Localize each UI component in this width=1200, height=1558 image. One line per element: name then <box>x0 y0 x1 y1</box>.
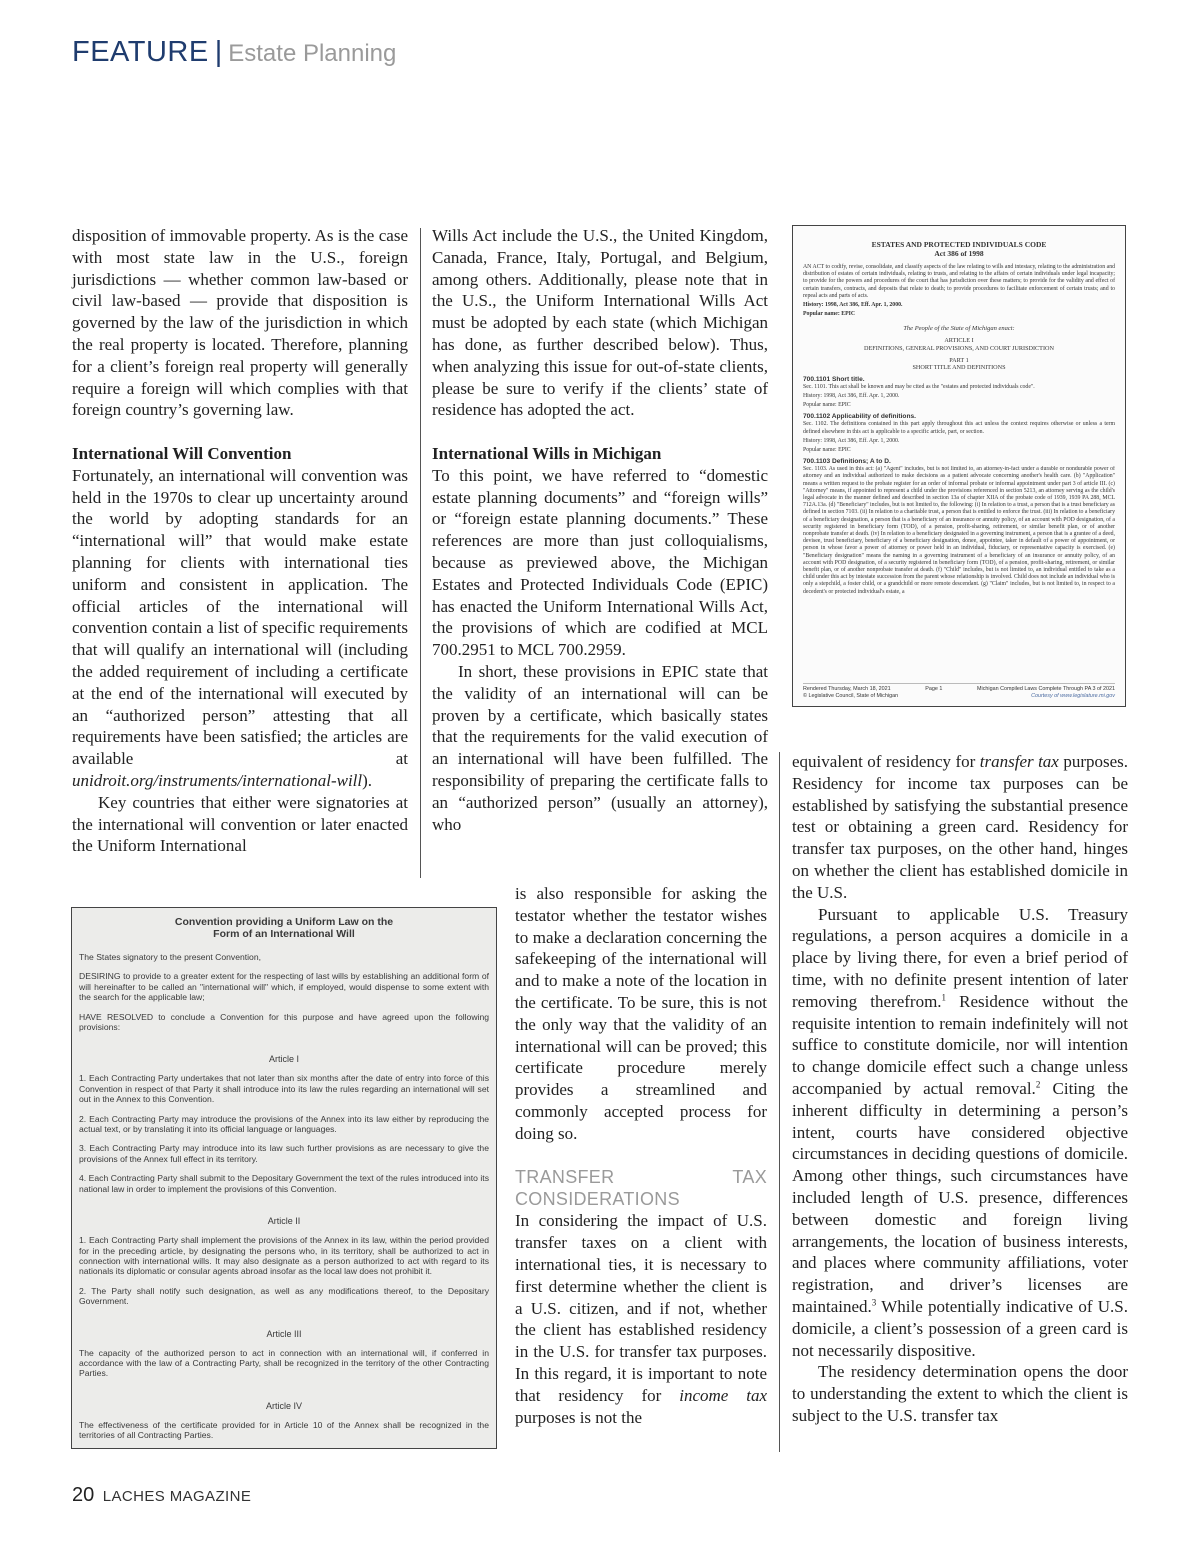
convention-text: 3. Each Contracting Party may introduce into its law such further provisions as are necessary to give the provisions of the Annex full effect in its territory. <box>79 1143 489 1164</box>
statute-enact: The People of the State of Michigan enact: <box>903 325 1015 333</box>
convention-text: The States signatory to the present Convention, <box>79 952 262 962</box>
paragraph: In short, these provisions in EPIC state that the validity of an international will can be proven by a certificate, which basically states that the requirements for the valid execution of an international will have been fulfilled. The responsibility of preparing the certificate falls to an “authorized person” (usually an attorney), who <box>432 661 768 834</box>
statute-history: History: 1998, Act 386, Eff. Apr. 1, 2000. <box>803 302 903 309</box>
statute-article: ARTICLE I <box>944 337 974 345</box>
convention-text: HAVE RESOLVED to conclude a Convention for this purpose and have agreed upon the following provisions: <box>79 1011 489 1033</box>
statute-history: History: 1998, Act 386, Eff. Apr. 1, 2000. <box>803 437 900 444</box>
convention-text: 2. Each Contracting Party may introduce the provisions of the Annex into its law either by reproducing the actual text, or by translating it into its official language or languages. <box>79 1113 489 1135</box>
convention-image <box>71 907 497 1449</box>
paragraph: is also responsible for asking the testator whether the testator wishes to make a declaration concerning the safekeeping of the international will and to make a note of the location in the certificate. To be sure, this is not the only way that the validity of an international will can be proved; this certificate procedure merely provides a streamlined and commonly accepted process for doing so. <box>515 884 767 1143</box>
convention-text: The effectiveness of the certificate provided for in Article 10 of the Annex shall be recognized in the territories of all Contracting Parties. <box>79 1419 489 1441</box>
statute-intro: AN ACT to codify, revise, consolidate, and classify aspects of the law relating to wills and intestacy, relating to the administration and distribution of estates of certain individuals, relating to trusts, and relating to the affairs of certain individuals under legal incapacity; to provide for the powers and procedures of the court that has jurisdiction over these matters; to provide for the validity and effect of certain transfers, contracts, and deposits that relate to death; to provide procedures to facilitate enforcement of certain trusts; and to repeal acts and parts of acts. <box>803 264 1115 299</box>
column-divider <box>420 228 421 878</box>
paragraph: In considering the impact of U.S. transfer taxes on a client with international ties, it is necessary to first determine whether the client is a U.S. citizen, and if not, whether the client has established residency in the U.S. for transfer tax purposes. In this regard, it is important to note that residency for income tax purposes is not the <box>515 1211 767 1427</box>
statute-act: Act 386 of 1998 <box>934 249 984 258</box>
section-label: Estate Planning <box>228 40 397 67</box>
convention-article-heading: Article II <box>267 1216 301 1227</box>
page-number: 20 <box>72 1484 95 1506</box>
convention-text: The capacity of the authorized person to act in connection with an international will, if conferred in accordance with the law of a Contracting Party, shall be recognized in the territory of the other Contracting Parties. <box>79 1347 489 1379</box>
column-2-continued <box>515 883 767 1428</box>
statute-part: PART 1 <box>949 356 969 364</box>
statute-rendered-date: Rendered Thursday, March 18, 2021 <box>803 686 891 692</box>
statute-compiled: Michigan Compiled Laws Complete Through PA 3 of 2021 <box>977 686 1115 692</box>
convention-text: 4. Each Contracting Party shall submit to the Depositary Government the text of the rules introduced into its national law in order to implement the provisions of this Convention. <box>79 1173 489 1194</box>
statute-history: History: 1998, Act 386, Eff. Apr. 1, 2000. <box>803 393 900 399</box>
convention-text: 2. The Party shall notify such designation, as well as any modifications thereof, to the Depositary Government. <box>79 1285 489 1307</box>
section-subhead: TRANSFER TAX CONSIDERATIONS <box>515 1167 767 1210</box>
convention-text: 1. Each Contracting Party shall implement the provisions of the Annex in its law, within the period provided for in the preceding article, by designating the persons who, in its territory, shall be authorized to act in connection with international wills. It may also designate as a person authorized to act with regard to its nationals its diplomatic or consular agents abroad insofar as the local law does not prohibit it. <box>79 1235 489 1277</box>
header-divider: | <box>214 36 223 68</box>
paragraph: equivalent of residency for transfer tax purposes. Residency for income tax purposes can be established by satisfying the substantial presence test or obtaining a green card. Residency for transfer tax purposes, on the other hand, hinges on whether the client has established domicile in the U.S. <box>792 752 1129 902</box>
column-1 <box>72 225 408 857</box>
convention-article-heading: Article III <box>266 1328 302 1339</box>
footnote-ref: 1 <box>941 992 947 1003</box>
statute-section-head: 700.1101 Short title. <box>803 375 865 383</box>
paragraph: disposition of immovable property. As is the case with most state law in the U.S., foreign jurisdictions — whether common law-based or civil law-based — provide that disposition is governed by the law of the jurisdiction in which the real property is located. Therefore, planning for a client’s foreign real property will generally require a foreign will which complies with that foreign country’s governing law. <box>72 226 408 420</box>
statute-section-head: 700.1103 Definitions; A to D. <box>803 458 891 466</box>
statute-popular-name: Popular name: EPIC <box>803 402 851 409</box>
statute-courtesy-link[interactable]: Courtesy of www.legislature.mi.gov <box>1031 693 1115 699</box>
statute-copyright: © Legislative Council, State of Michigan <box>803 693 899 699</box>
paragraph: To this point, we have referred to “domestic estate planning documents” and “foreign wills” or “foreign estate planning documents.” These references are more than just colloquialisms, because as previewed above, the Michigan Estates and Protected Individuals Code (EPIC) has enacted the Uniform International Wills Act, the provisions of which are codified at MCL 700.2951 to MCL 700.2959. <box>432 465 768 660</box>
statute-text: Sec. 1102. The definitions contained in this part apply throughout this act unless the context requires otherwise or unless a term defined elsewhere in this act is applicable to a specific article, part, or section. <box>803 421 1115 435</box>
convention-text: DESIRING to provide to a greater extent for the respecting of last wills by establishing an additional form of will hereinafter to be called an "international will" which, if employed, would dispense to some extent with the search for the applicable law; <box>79 971 489 1003</box>
statute-footer <box>803 683 1115 700</box>
statute-section-head: 700.1102 Applicability of definitions. <box>803 413 916 421</box>
feature-label: FEATURE <box>72 36 209 68</box>
paragraph: Fortunately, an international will convention was held in the 1970s to clear up uncertainty around the world by adopting standards for an “international will” that would make estate planning for clients with international ties uniform and consistent in application. The official articles of the international will convention contain a list of specific requirements that will qualify an international will (including the added requirement of including a certificate at the end of the international will executed by an “authorized person” attesting that all requirements have been satisfied; the articles are available at unidroit.org/instruments/international-will). <box>72 465 408 790</box>
convention-title: Convention providing a Uniform Law on the Form of an International Will <box>174 916 394 940</box>
column-divider <box>779 752 780 1452</box>
convention-article-heading: Article IV <box>265 1400 302 1411</box>
statute-title: ESTATES AND PROTECTED INDIVIDUALS CODE <box>871 240 1047 249</box>
convention-article-heading: Article I <box>268 1054 299 1065</box>
paragraph: The residency determination opens the door to understanding the extent to which the client is subject to the U.S. transfer tax <box>792 1362 1128 1425</box>
statute-text: Sec. 1103. As used in this act: (a) "Agent" includes, but is not limited to, an attorney-in-fact under a durable or nondurable power of attorney and an individual authorized to make decisions as a patient advocate concerning another's health care. (b) "Application" means a written request to the probate register for an order of informal probate or informal appointment under part 3 of article III. (c) "Attorney" means, if appointed to represent a child under the provisions referenced in section 5213, an attorney serving as the child's legal advocate in the manner defined and described in section 13a of chapter XIIA of the probate code of 1939, 1939 PA 288, MCL 712A.13a. (d) "Beneficiary" includes, but is not limited to, the following: (i) In relation to a trust, a person that is a trust beneficiary as defined in section 7103. (ii) In relation to a charitable trust, a person that is entitled to enforce the trust. (iii) In relation to a beneficiary of a beneficiary designation, a person that is a beneficiary of an insurance or annuity policy, of an account with POD designation, of a security registered in beneficiary form (TOD), of a pension, profit-sharing, retirement, or similar benefit plan, or of another nonprobate transfer at death. (iv) In relation to a beneficiary designated in a governing instrument, a person that is a grantee of a deed, devisee, trust beneficiary, beneficiary of a beneficiary designation, donee, appointee, taker in default of a power of appointment, or person in whose favor a power of attorney or power held in an individual, fiduciary, or representative capacity is exercised. (e) "Beneficiary designation" means the naming in a governing instrument of a beneficiary of an insurance or annuity policy, of an account with POD designation, of a security registered in beneficiary form (TOD), of a pension, profit-sharing, retirement, or similar benefit plan, or of another nonprobate transfer at death. (f) "Child" includes, but is not limited to, an individual entitled to take as a child under this act by intestate succession from the parent whose relationship is involved. Child does not include an individual who is only a stepchild, a foster child, or a grandchild or more remote descendant. (g) "Claim" includes, but is not limited to, in respect to a decedent's or protected individual's estate, a <box>803 466 1115 595</box>
statute-text: Sec. 1101. This act shall be known and may be cited as the "estates and protected individuals code". <box>803 383 1035 390</box>
statute-article-title: DEFINITIONS, GENERAL PROVISIONS, AND COURT JURISDICTION <box>864 345 1054 353</box>
statute-page: Page 1 <box>925 686 943 692</box>
magazine-name: LACHES MAGAZINE <box>102 1488 252 1505</box>
statute-popular-name: Popular name: EPIC <box>803 447 851 454</box>
footnote-ref: 3 <box>871 1297 877 1308</box>
paragraph: Pursuant to applicable U.S. Treasury regulations, a person acquires a domicile in a place by living there, for even a brief period of time, with no definite present intention of later removing therefrom.$^1$ Residence without the requisite intention to remain indefinitely will not suffice to constitute domicile, nor will intention to change domicile effect such a change unless accompanied by actual removal.$^2$ Citing the inherent difficulty in determining a person’s intent, courts have considered objective circumstances in deciding questions of domicile. Among other things, such circumstances have included length of U.S. presence, differences between domestic and foreign living arrangements, the location of business interests, and places where community affiliations, voter registration, and driver’s licenses are maintained.$^3$ While potentially indicative of U.S. domicile, a client’s possession of a green card is not necessarily dispositive. <box>792 904 1128 1360</box>
michigan-statute-image <box>792 225 1126 707</box>
page-header <box>72 36 396 69</box>
statute-popular-name: Popular name: EPIC <box>803 311 856 318</box>
column-2 <box>432 225 768 835</box>
section-heading: International Will Convention <box>72 443 292 463</box>
section-heading: International Wills in Michigan <box>432 443 662 463</box>
column-3 <box>792 751 1128 1427</box>
paragraph: Key countries that either were signatories at the international will convention or later enacted the Uniform International <box>72 792 408 856</box>
convention-text: 1. Each Contracting Party undertakes that not later than six months after the date of entry into force of this Convention in respect of that Party it shall introduce into its law the rules regarding an international will set out in the Annex to this Convention. <box>79 1073 489 1105</box>
convention-link[interactable]: unidroit.org/instruments/international-will <box>72 770 363 790</box>
statute-part-title: SHORT TITLE AND DEFINITIONS <box>912 364 1006 372</box>
paragraph: Wills Act include the U.S., the United Kingdom, Canada, France, Italy, Portugal, and Belgium, among others. Additionally, please note that in the U.S., the Uniform International Wills Act must be adopted by each state (which Michigan has done, as further described below). Thus, when analyzing this issue for out-of-state clients, please be sure to verify if the clients’ state of residence has adopted the act. <box>432 226 768 420</box>
footnote-ref: 2 <box>1035 1079 1041 1090</box>
page-footer <box>72 1484 251 1507</box>
